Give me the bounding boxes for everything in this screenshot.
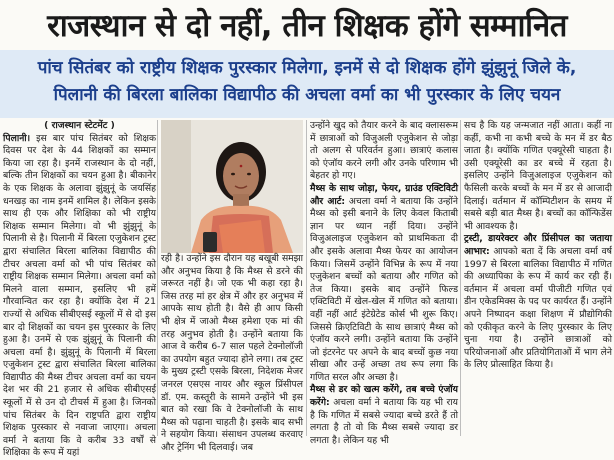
article-column-1 — [3, 120, 156, 459]
dateline: पिलानी। — [3, 132, 31, 144]
column-1-text: इस बार पांच सितंबर को शिक्षक दिवस पर देश के 44 शिक्षकों का सम्मान किया जा रहा है। इनमें राजस्थान के दो नहीं, बल्कि तीन शिक्षकों का चयन हुआ है। बीकानेर के एक शिक्षक के अलावा झुंझुनूं के जयसिंह धनखड़ का नाम इनमें शामिल है। लेकिन इसके साथ ही एक और शिक्षिका को भी राष्ट्रीय शिक्षक सम्मान मिलेगा। वो भी झुंझुनूं के पिलानी से है। पिलानी में बिरला एजुकेशन ट्रस्ट द्वारा संचालित बिरला बालिका विद्यापीठ की टीचर अचला वर्मा को भी पांच सितंबर को राष्ट्रीय शिक्षक सम्मान मिलेगा। अचला वर्मा को मिलने वाला सम्मान, इसलिए भी हमें गौरवान्वित कर रहा है। क्योंकि देश में 21 राज्यों से अधिक सीबीएसई स्कूलों में से दो इस बार दो शिक्षकों का चयन इस पुरस्कार के लिए हुआ है। उनमें से एक झुंझुनूं के पिलानी की अचला वर्मा है। झुंझुनूं के पिलानी में बिरला एजुकेशन ट्रस्ट द्वारा संचालित बिरला बालिका विद्यापीठ की मैथ्स टीचर अचला वर्मा का चयन देश भर की 21 हजार से अधिक सीबीएसई स्कूलों में से उन दो टीचर्स में हुआ है। जिनको पांच सितंबर के दिन राष्ट्रपति द्वारा राष्ट्रीय शिक्षक पुरस्कार से नवाजा जाएगा। अचला वर्मा ने बताया कि वे करीब 33 वर्षों से शिक्षिका के रूप में यहां — [3, 132, 156, 459]
column-3-text-3: अचला वर्मा ने बताया कि यह भी राय है कि गणित में सबसे ज्यादा बच्चे डरते हैं तो लगता है तो वो कि मैथ्स सबसे ज्यादा डर लगता है। लेकिन यह भी — [310, 397, 459, 446]
teacher-photo — [161, 120, 303, 253]
column-divider — [306, 120, 307, 436]
article-subheadline — [0, 50, 614, 118]
article-column-2 — [161, 253, 303, 453]
column-3-heading-2: मैथ्स से डर को खत्म करेंगे, तब बच्चे एंजॉय करेंगे: — [310, 384, 458, 409]
column-divider — [460, 120, 461, 436]
byline: ( राजस्थान स्टेटमेंट ) — [44, 120, 115, 131]
article-column-3 — [310, 120, 459, 446]
subheadline-line-2: पिलानी की बिरला बालिका विद्यापीठ की अचला वर्मा का भी पुरस्कार के लिए चयन — [53, 85, 561, 105]
column-3-text-1: उन्होंने खुद को तैयार करने के बाद क्लासरूम में छात्राओं को विजुअली एजुकेशन से जोड़ा तो अलग से परिवर्तन हुआ। छात्राएं कलास को एंजॉय करने लगी और उनके परिणाम भी बेहतर हो गए। — [310, 120, 458, 182]
column-1-paragraph — [3, 133, 156, 460]
subheadline-line-1: पांच सितंबर को राष्ट्रीय शिक्षक पुरस्कार मिलेगा, इनमें से दो शिक्षक होंगे झुंझुनूं जिले के, — [37, 58, 577, 78]
column-4-heading: ट्रस्टी, डायरेक्टर और प्रिंसीपल का जताया आभार: — [464, 233, 612, 257]
column-4-text-1: सच है कि यह जन्मजात नहीं आता। कहीं ना कहीं, कभी ना कभी बच्चे के मन में डर बैठ जाता है। क्योंकि गणित एक्यूरेसी चाहता है। उसी एक्यूरेसी का डर बच्चे में रहता है। इसलिए उन्होंने विजुअलाइज एजुकेशन को फैसिली करके बच्चों के मन में डर से आजादी दिलाई। वर्तमान में कॉम्पिटीशन के समय में सबसे बड़ी बात मैथ्स है। बच्चों का कॉन्फिडेंस भी आवश्यक है। — [464, 120, 612, 232]
article-column-4 — [464, 120, 612, 436]
column-4-text-2: आपको बता दें कि अचला वर्मा वर्ष 1997 से बिरला बालिका विद्यापीठ में गणित की अध्यापिका के रूप में कार्य कर रही हैं। वर्तमान में अचला वर्मा पीजीटी गणित एवं डीन एकेडमिक्स के पद पर कार्यरत हैं। उन्होंने अपने निष्पादन कक्षा शिक्षण में प्रौद्योगिकी को एकीकृत करने के लिए पुरस्कार के लिए चुना गया है। उन्होंने छात्राओं को परियोजनाओं और प्रतियोगिताओं में भाग लेने के लिए प्रोत्साहित किया है। — [464, 245, 612, 371]
article-headline: राजस्थान से दो नहीं, तीन शिक्षक होंगे सम्मानित — [47, 8, 567, 44]
teacher-portrait-image — [161, 120, 303, 253]
column-3-text-2: अचला वर्मा ने बताया कि उन्होंने मैथ्स को इसी बनाने के लिए केवल किताबी ज्ञान पर ध्यान नहीं दिया। उन्होंने विजुअलाइज एजुकेशन को प्राथमिकता दी और इसके अलावा मैथ्स फेयर का आयोजन किया। जिसमें उन्होंने विभिन्न के रूप में नया एजुकेशन बच्चों को बताया और गणित को तेज किया। इसके बाद उन्होंने फिल्ड एक्टिविटी में खेल-खेल में गणित को बताया। वहीं नहीं आर्ट इंटेग्रेटेड कोर्स भी शुरू किए। जिससे क्रिएटिविटी के साथ छात्राएं मैथ्स को एंजॉय करने लगी। उन्होंने बताया कि उन्होंने जो इंटरनेट पर अपने के बाद बच्चों कुछ नया सीखा और उन्हें अच्छा तथ रूप लगा कि गणित सरल और अच्छा है। — [310, 195, 458, 383]
column-2-text: रही है। उन्होंने इस दौरान यह बखूबी समझा और अनुभव किया है कि मैथ्स से डरने की जरूरत नहीं है। जो एक भी कहा रहा है। जिस तरह मां हर क्षेत्र में और हर अनुभव में आपके साथ होती है। वैसे ही आप किसी भी क्षेत्र में जाओ मैथ्स हमेशा एक मां की तरह अनुभव होती है। उन्होंने बताया कि आज वे करीब 6-7 साल पहले टेक्नोलॉजी का उपयोग बहुत ज्यादा होने लगा। तब ट्रस्ट के मुख्य ट्रस्टी एसके बिरला, निदेशक मेजर जनरल एसएस नायर और स्कूल प्रिंसीपल डॉ. एम. कस्तूरी के सामने उन्होंने भी इस बात को रखा कि वे टेक्नोलॉजी के साथ मैथ्स को पढ़ाना चाहती है। इसके बाद सभी ने सहयोग किया। संसाधन उपलब्ध करवाए और ट्रेनिंग भी दिलवाई। जब — [161, 253, 303, 453]
column-3-heading-1: मैथ्स के साथ जोड़ा, फेयर, ग्राउंड एक्टिविटी और आर्ट: — [310, 182, 458, 207]
column-divider — [157, 120, 158, 436]
